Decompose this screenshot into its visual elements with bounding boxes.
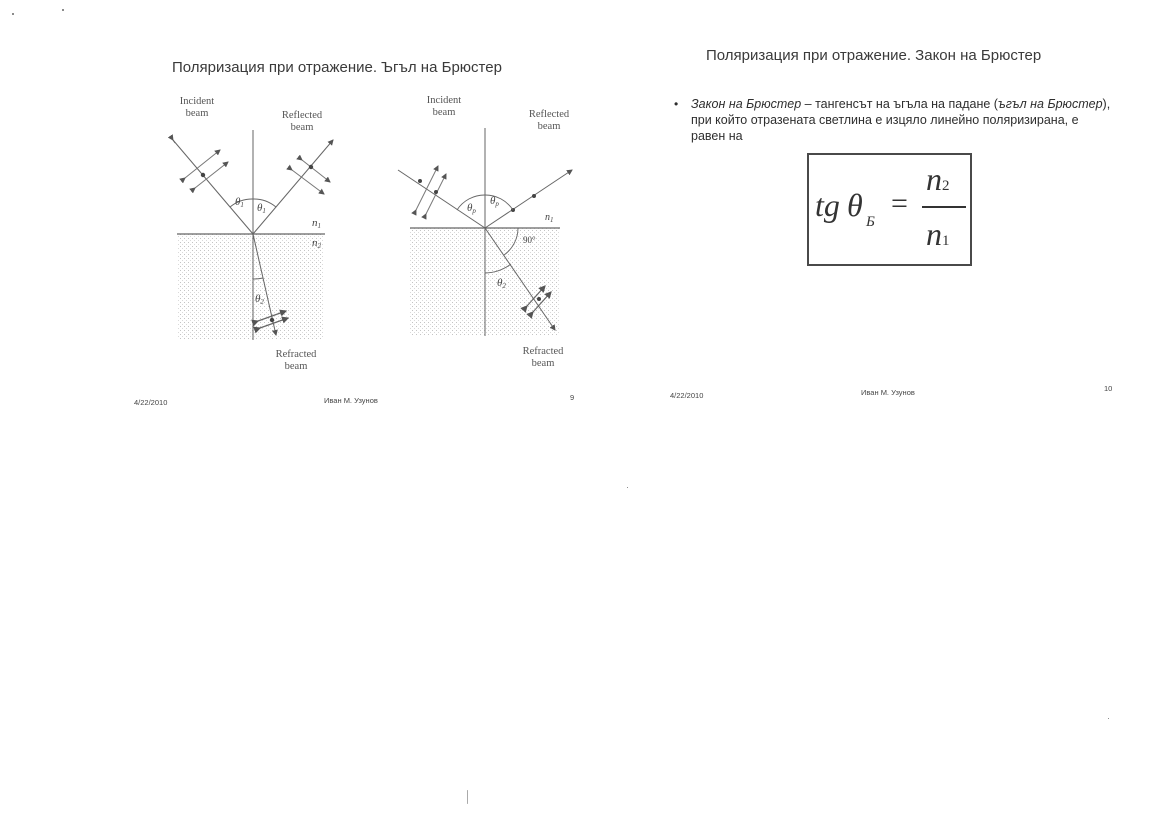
refracted-beam-label-brewster: Refracted beam (522, 346, 564, 369)
svg-text:n2: n2 (312, 237, 321, 250)
slide-title: Поляризация при отражение. Ъгъл на Брюстер (172, 59, 502, 76)
incident-beam-label: Incident beam (179, 96, 215, 119)
brewster-diagram-general (120, 90, 600, 390)
svg-text:θ2: θ2 (255, 293, 264, 306)
svg-text:90°: 90° (523, 235, 536, 245)
footer-author: Иван М. Узунов (324, 396, 378, 405)
svg-text:θ1: θ1 (235, 196, 244, 209)
fraction-bar (922, 206, 966, 208)
formula-numerator: n2 (926, 161, 950, 197)
brewster-formula-box (807, 153, 972, 266)
bullet-marker: • (674, 97, 679, 111)
slide-10 (660, 0, 1130, 420)
footer-date: 4/22/2010 (134, 398, 168, 407)
svg-text:n1: $n_1$ (545, 212, 554, 224)
svg-text:θ2: θ2 (497, 277, 506, 290)
slide-title: Поляризация при отражение. Закон на Брюстер (706, 47, 1042, 64)
formula-subscript: Б (866, 214, 875, 230)
footer-page-number: 9 (570, 393, 575, 402)
scan-speck (62, 9, 64, 11)
scan-speck (1108, 718, 1109, 719)
footer-page-number: 10 (1104, 384, 1113, 393)
bullet-text: Закон на Брюстер – тангенсът на ъгъла на падане (ъгъл на Брюстер), при който отразената светлина е изцяло линейно поляризирана, е равен на (691, 97, 1111, 143)
formula-theta: θ (847, 187, 863, 223)
formula-tg: tg (815, 187, 840, 223)
reflected-ray (253, 140, 333, 234)
medium-2-region (177, 234, 324, 340)
refracted-beam-label: Refracted beam (275, 349, 317, 372)
incident-beam-label-brewster: Incident beam (426, 95, 462, 118)
scan-speck (627, 487, 628, 488)
svg-text:n1: n1 (312, 217, 321, 230)
slide-9 (120, 0, 600, 420)
footer-date: 4/22/2010 (670, 391, 704, 400)
formula-equals: = (891, 187, 908, 220)
svg-text:θp: θp (467, 202, 476, 215)
incident-ray (173, 140, 253, 234)
svg-text:θp: θp (490, 195, 499, 208)
bullet-item (674, 96, 1114, 144)
reflected-beam-label-brewster: Reflected beam (528, 109, 570, 132)
svg-text:θ1: θ1 (257, 202, 266, 215)
reflected-ray-brewster (485, 170, 572, 228)
footer-author: Иван М. Узунов (861, 388, 915, 397)
incident-ray-brewster (398, 170, 485, 228)
formula-denominator: n1 (926, 216, 950, 252)
scan-speck (12, 13, 14, 15)
scan-speck (467, 790, 468, 804)
reflected-beam-label: Reflected beam (281, 110, 323, 133)
